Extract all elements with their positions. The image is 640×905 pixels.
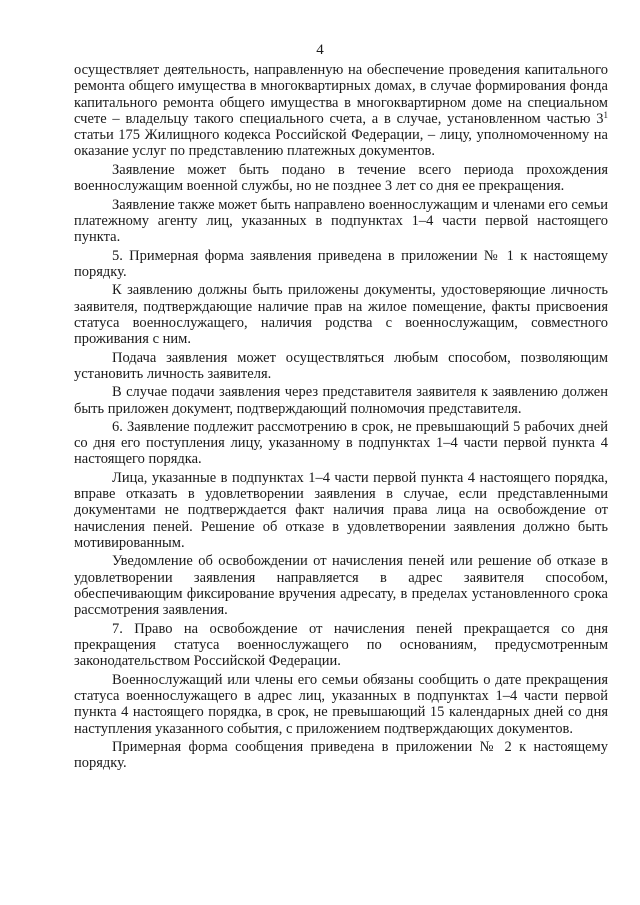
paragraph-item-5: 5. Примерная форма заявления приведена в приложении № 1 к настоящему порядку. [74, 247, 608, 280]
paragraph-item-7: 7. Право на освобождение от начисления пеней прекращается со дня прекращения статуса военнослужащего по основаниям, предусмотренным законодательством Российской Федерации. [74, 620, 608, 670]
paragraph-text: осуществляет деятельность, направленную на обеспечение проведения капитального ремонта общего имущества в многоквартирных домах, в случае формирования фонда капитального ремонта общего имущества в многоквартирном доме на специальном счете – владельцу такого специального счета, а в случае, установленном частью 3 [74, 62, 608, 127]
body-text [74, 62, 608, 774]
paragraph: В случае подачи заявления через представителя заявителя к заявлению должен быть приложен документ, подтверждающий полномочия представителя. [74, 384, 608, 417]
paragraph: Заявление может быть подано в течение всего периода прохождения военнослужащим военной службы, но не позднее 3 лет со дня ее прекращения. [74, 161, 608, 195]
paragraph-item-6: 6. Заявление подлежит рассмотрению в срок, не превышающий 5 рабочих дней со дня его поступления лицу, указанному в подпунктах 1–4 части первой пункта 4 настоящего порядка. [74, 418, 608, 468]
paragraph-continuation [74, 62, 608, 160]
paragraph-text-tail: статьи 175 Жилищного кодекса Российской Федерации, – лицу, уполномоченному на оказание услуг по представлению платежных документов. [74, 127, 608, 160]
paragraph: Уведомление об освобождении от начисления пеней или решение об отказе в удовлетворении заявления направляется в адрес заявителя способом, обеспечивающим фиксирование вручения адресату, в пределах установленного срока рассмотрения заявления. [74, 553, 608, 619]
paragraph: К заявлению должны быть приложены документы, удостоверяющие личность заявителя, подтверждающие наличие прав на жилое помещение, факты присвоения статуса военнослужащего, наличия родства с военнослужащим, совместного проживания с ним. [74, 282, 608, 348]
paragraph: Заявление также может быть направлено военнослужащим и членами его семьи платежному агенту лиц, указанных в подпунктах 1–4 части первой настоящего пункта. [74, 196, 608, 246]
paragraph: Примерная форма сообщения приведена в приложении № 2 к настоящему порядку. [74, 739, 608, 772]
paragraph: Лица, указанные в подпунктах 1–4 части первой пункта 4 настоящего порядка, вправе отказать в удовлетворении заявления в случае, если представленными документами не подтверждается факт наличия права лица на освобождение от начисления пеней. Решение об отказе в удовлетворении заявления должно быть мотивированным. [74, 469, 608, 552]
paragraph: Военнослужащий или члены его семьи обязаны сообщить о дате прекращения статуса военнослужащего в адрес лиц, указанных в подпунктах 1–4 части первой пункта 4 настоящего порядка, в срок, не превышающий 15 календарных дней со дня наступления указанного события, с приложением подтверждающих документов. [74, 671, 608, 737]
paragraph: Подача заявления может осуществляться любым способом, позволяющим установить личность заявителя. [74, 349, 608, 382]
page-number: 4 [316, 42, 324, 58]
superscript-number: 1 [603, 109, 608, 120]
